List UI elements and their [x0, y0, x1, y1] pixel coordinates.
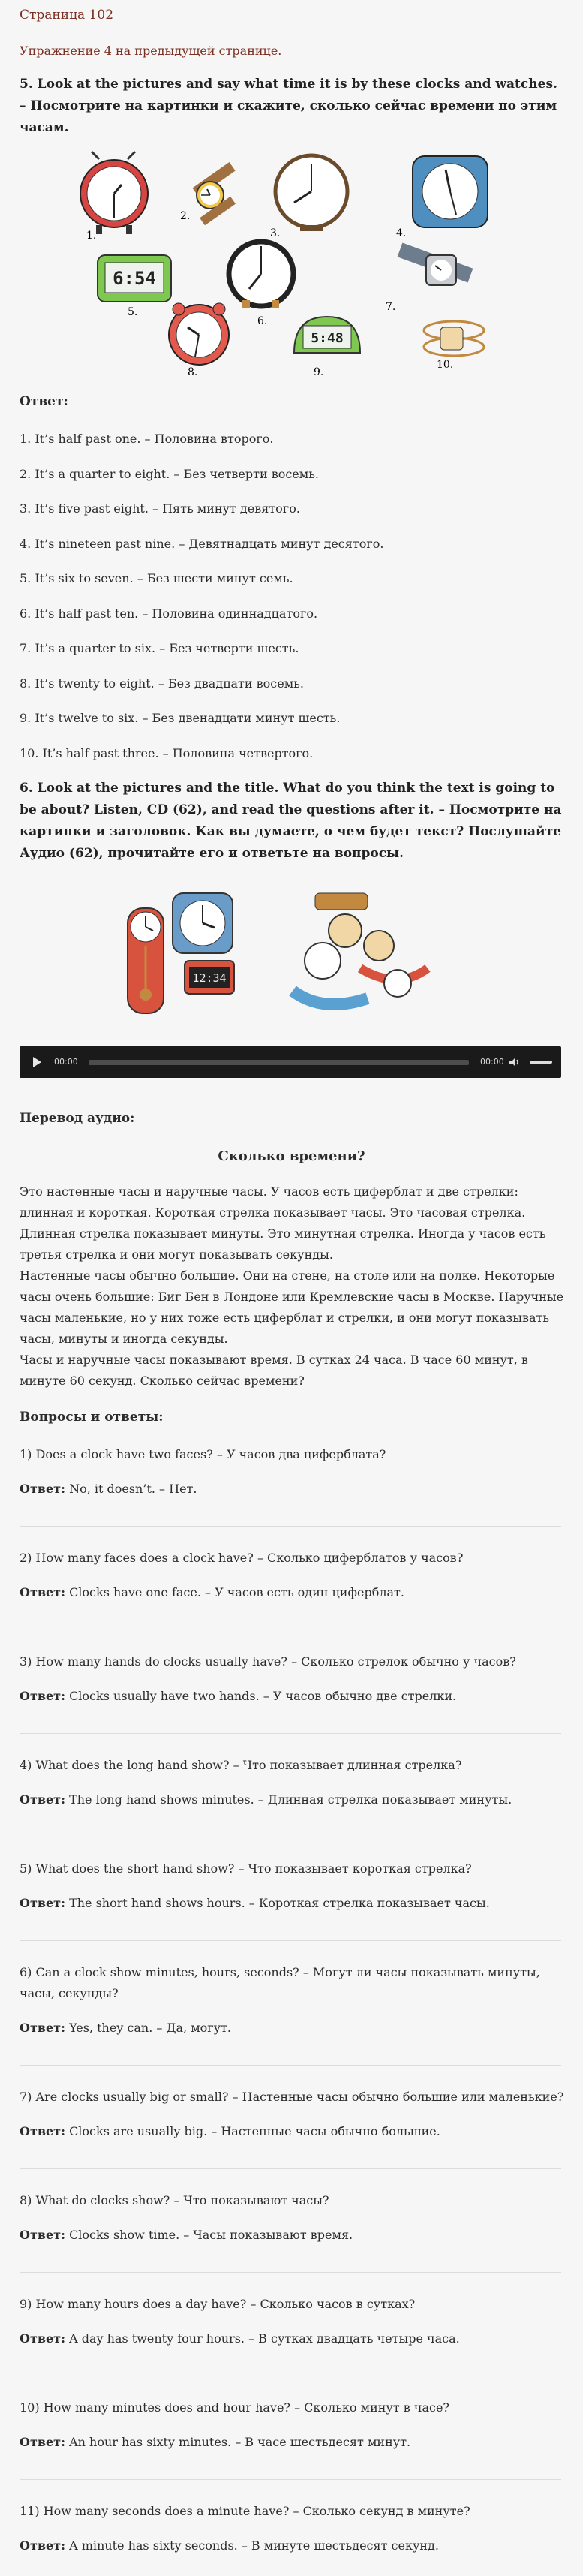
clock-2-image	[192, 162, 236, 225]
answer-text: The short hand shows hours. – Короткая стрелка показывает часы.	[69, 1896, 490, 1910]
question: 1) Does a clock have two faces? – У часов два циферблата?	[20, 1447, 386, 1461]
translation-line: часы очень большие: Биг Бен в Лондоне или Кремлевские часы в Москве. Наручные	[20, 1290, 564, 1304]
divider	[20, 2168, 561, 2169]
watches-image	[293, 893, 428, 1004]
clock-5-image	[98, 255, 171, 302]
answer-text: Clocks show time. – Часы показывают время.	[69, 2228, 353, 2242]
answer-label: Ответ:	[20, 394, 68, 409]
answer	[20, 1479, 567, 1500]
answer	[20, 1893, 567, 1914]
answer-prefix: Ответ:	[20, 1482, 65, 1496]
answer-prefix: Ответ:	[20, 2538, 65, 2553]
exercise-6-task: 6. Look at the pictures and the title. What do you think the text is going to be about? Listen, CD (62), and read the questions after it. – Посмотрите на картинки и заголовок. Как вы думаете, о чем будет текст? Послушайте Аудио (62), прочитайте его и ответьте на вопросы.	[20, 781, 562, 861]
digital-display: 5:48	[311, 330, 344, 346]
question: 2) How many faces does a clock have? – Сколько циферблатов у часов?	[20, 1551, 464, 1565]
answer-text: Clocks are usually big. – Настенные часы обычно большие.	[69, 2124, 440, 2138]
digital-display: 6:54	[113, 268, 156, 289]
clock-4-image	[413, 156, 488, 227]
question-continued: часы, секунды?	[20, 1986, 119, 2000]
clock-number: 1.	[86, 230, 97, 242]
clock-number: 2.	[180, 210, 191, 222]
answer-line: 7. It’s a quarter to six. – Без четверти шесть.	[20, 641, 299, 655]
clock-8-image	[169, 303, 229, 365]
clock-number: 10.	[437, 359, 454, 371]
translation-label: Перевод аудио:	[20, 1111, 135, 1126]
divider	[20, 2065, 561, 2066]
answer	[20, 2328, 567, 2349]
duration: 00:00	[480, 1057, 504, 1067]
question: 5) What does the short hand show? – Что показывает короткая стрелка?	[20, 1861, 472, 1876]
volume-slider[interactable]	[530, 1061, 552, 1064]
answer-prefix: Ответ:	[20, 1585, 65, 1599]
answer-prefix: Ответ:	[20, 2331, 65, 2346]
answer	[20, 2121, 567, 2142]
answer-line: 10. It’s half past three. – Половина четвертого.	[20, 746, 314, 760]
clock-number: 9.	[314, 366, 324, 378]
answer-prefix: Ответ:	[20, 1689, 65, 1703]
translation-line: часы маленькие, но у них тоже есть циферблат и стрелки, и они могут показывать	[20, 1311, 550, 1325]
divider	[20, 2479, 561, 2480]
clock-number: 4.	[396, 227, 407, 239]
answer-text: Clocks usually have two hands. – У часов обычно две стрелки.	[69, 1689, 457, 1703]
clock-9-image	[294, 317, 360, 353]
clock-3-image	[275, 155, 347, 231]
answer-line: 3. It’s five past eight. – Пять минут девятого.	[20, 501, 300, 516]
digital-display: 12:34	[192, 971, 227, 985]
page-number: Страница 102	[20, 8, 114, 23]
translation-line: часы, минуты и иногда секунды.	[20, 1332, 228, 1346]
divider	[20, 2272, 561, 2273]
answer-line: 9. It’s twelve to six. – Без двенадцати минут шесть.	[20, 711, 341, 725]
audio-progress-bar[interactable]	[89, 1060, 469, 1065]
question: 4) What does the long hand show? – Что показывает длинная стрелка?	[20, 1758, 462, 1772]
question: 9) How many hours does a day have? – Сколько часов в сутках?	[20, 2297, 416, 2311]
exercise-5-task: 5. Look at the pictures and say what time it is by these clocks and watches. – Посмотрите на картинки и скажите, сколько сейчас времени по этим часам.	[20, 77, 557, 135]
clocks-illustration	[75, 150, 510, 383]
answer	[20, 2432, 567, 2453]
answer-text: Yes, they can. – Да, могут.	[69, 2021, 232, 2035]
current-time: 00:00	[54, 1057, 78, 1067]
answer-line: 4. It’s nineteen past nine. – Девятнадцать минут десятого.	[20, 537, 384, 551]
audio-player	[20, 1046, 561, 1078]
answer-text: A day has twenty four hours. – В сутках двадцать четыре часа.	[69, 2331, 460, 2346]
translation-line: длинная и короткая. Короткая стрелка показывает часы. Это часовая стрелка.	[20, 1205, 526, 1220]
clock-number: 7.	[386, 301, 396, 313]
translation-line: минуте 60 секунд. Сколько сейчас времени?	[20, 1374, 305, 1388]
question: 7) Are clocks usually big or small? – Настенные часы обычно большие или маленькие?	[20, 2090, 564, 2104]
answer-text: No, it doesn’t. – Нет.	[69, 1482, 197, 1496]
answer-prefix: Ответ:	[20, 2435, 65, 2449]
question: 6) Can a clock show minutes, hours, seconds? – Могут ли часы показывать минуты,	[20, 1965, 540, 1979]
clock-number: 8.	[188, 366, 198, 378]
answer	[20, 1789, 567, 1810]
question: 10) How many minutes does and hour have? – Сколько минут в часе?	[20, 2400, 449, 2415]
clock-10-image	[424, 321, 484, 356]
question: 11) How many seconds does a minute have? – Сколько секунд в минуте?	[20, 2504, 470, 2518]
answer-prefix: Ответ:	[20, 1792, 65, 1807]
volume-icon[interactable]	[509, 1056, 521, 1068]
answer-line: 8. It’s twenty to eight. – Без двадцати восемь.	[20, 676, 304, 691]
answer-line: 1. It’s half past one. – Половина второго.	[20, 432, 274, 446]
answer-line: 6. It’s half past ten. – Половина одиннадцатого.	[20, 606, 318, 621]
answer	[20, 1582, 567, 1603]
exercise-6-illustration	[113, 886, 458, 1021]
translation-line: третья стрелка и они могут показывать секунды.	[20, 1247, 333, 1262]
answer-text: The long hand shows minutes. – Длинная стрелка показывает минуты.	[69, 1792, 512, 1807]
translation-line: Это настенные часы и наручные часы. У часов есть циферблат и две стрелки:	[20, 1184, 518, 1199]
answer-prefix: Ответ:	[20, 2228, 65, 2242]
answer-prefix: Ответ:	[20, 1896, 65, 1910]
answer	[20, 1686, 567, 1707]
translation-line: Настенные часы обычно большие. Они на стене, на столе или на полке. Некоторые	[20, 1268, 555, 1283]
divider	[20, 1526, 561, 1527]
clock-7-image	[398, 243, 473, 285]
answer	[20, 2018, 567, 2039]
clock-number: 5.	[128, 306, 138, 318]
translation-line: Длинная стрелка показывает минуты. Это минутная стрелка. Иногда у часов есть	[20, 1226, 546, 1241]
qa-label: Вопросы и ответы:	[20, 1410, 164, 1425]
answer-line: 2. It’s a quarter to eight. – Без четверти восемь.	[20, 467, 320, 481]
answer-prefix: Ответ:	[20, 2124, 65, 2138]
answer	[20, 2225, 567, 2246]
answer-prefix: Ответ:	[20, 2021, 65, 2035]
grandfather-clock-image	[128, 908, 164, 1013]
question: 8) What do clocks show? – Что показывают часы?	[20, 2193, 329, 2207]
answer-text: An hour has sixty minutes. – В часе шестьдесят минут.	[69, 2435, 411, 2449]
clock-number: 6.	[257, 315, 268, 327]
answer	[20, 2535, 567, 2556]
digital-clock-image	[185, 961, 234, 994]
play-icon[interactable]	[33, 1057, 41, 1067]
answer-text: Clocks have one face. – У часов есть один циферблат.	[69, 1585, 404, 1599]
divider	[20, 1940, 561, 1941]
answer-text: A minute has sixty seconds. – В минуте шестьдесят секунд.	[69, 2538, 439, 2553]
clock-number: 3.	[270, 227, 281, 239]
answer-line: 5. It’s six to seven. – Без шести минут семь.	[20, 571, 293, 585]
exercise-4-note: Упражнение 4 на предыдущей странице.	[20, 44, 282, 58]
translation-line: Часы и наручные часы показывают время. В сутках 24 часа. В часе 60 минут, в	[20, 1353, 528, 1367]
translation-title: Сколько времени?	[218, 1148, 365, 1164]
divider	[20, 1733, 561, 1734]
question: 3) How many hands do clocks usually have? – Сколько стрелок обычно у часов?	[20, 1654, 516, 1669]
wall-clock-image	[173, 893, 233, 953]
clock-6-image	[229, 242, 293, 308]
clock-1-image	[80, 152, 148, 234]
